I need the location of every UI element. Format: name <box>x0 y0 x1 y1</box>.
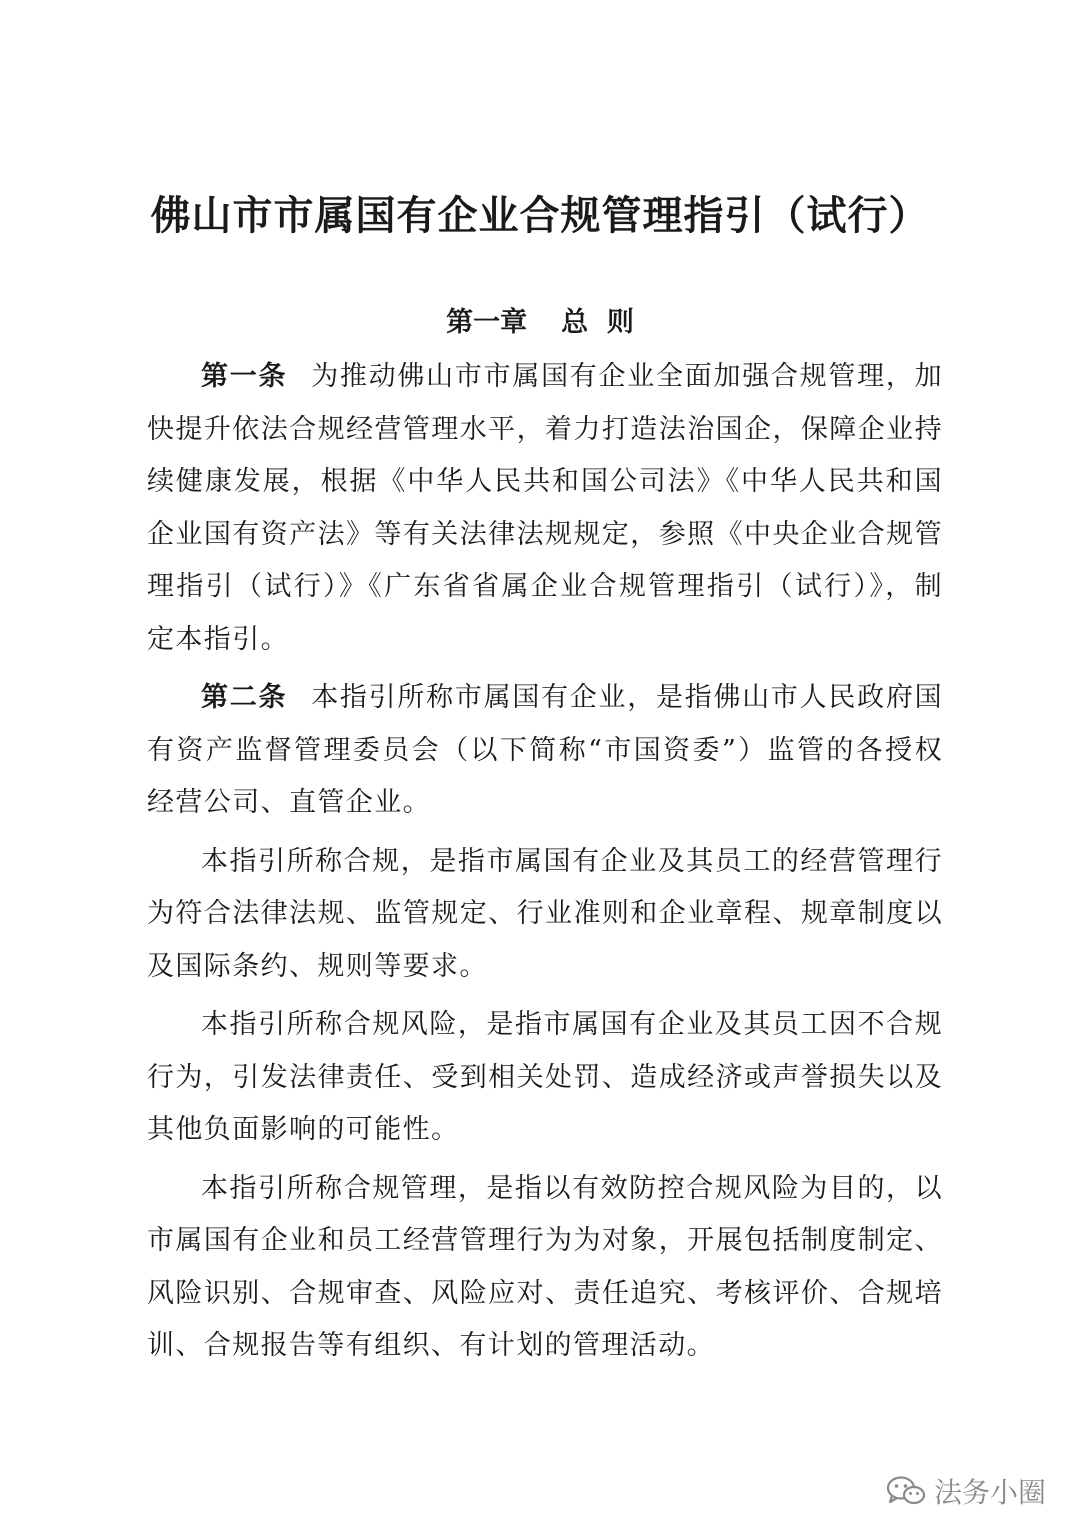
chapter-number: 第一章 <box>446 307 528 338</box>
article-number: 第一条 <box>201 361 288 392</box>
paragraph-text: 本指引所称市属国有企业，是指佛山市人民政府国有资产监督管理委员会（以下简称“市国资委”）监管的各授权经营公司、直管企业。 <box>147 682 943 818</box>
paragraph-text: 本指引所称合规管理，是指以有效防控合规风险为目的，以市属国有企业和员工经营管理行为为对象，开展包括制度制定、风险识别、合规审查、风险应对、责任追究、考核评价、合规培训、合规报告等有组织、有计划的管理活动。 <box>147 1172 943 1361</box>
paragraph-text: 为推动佛山市市属国有企业全面加强合规管理，加快提升依法合规经营管理水平，着力打造法治国企，保障企业持续健康发展，根据《中华人民共和国公司法》《中华人民共和国企业国有资产法》等有关法律法规规定，参照《中央企业合规管理指引（试行）》《广东省省属企业合规管理指引（试行）》，制定本指引。 <box>147 361 943 655</box>
article-1-paragraph <box>147 351 943 666</box>
article-number: 第二条 <box>201 682 288 713</box>
chapter-name: 总 则 <box>561 307 634 338</box>
chapter-heading <box>0 303 1080 343</box>
document-title: 佛山市市属国有企业合规管理指引（试行） <box>150 192 930 239</box>
compliance-risk-definition-paragraph <box>147 999 943 1157</box>
paragraph-text: 本指引所称合规风险，是指市属国有企业及其员工因不合规行为，引发法律责任、受到相关处罚、造成经济或声誉损失以及其他负面影响的可能性。 <box>147 1009 943 1145</box>
watermark <box>886 1471 1046 1511</box>
document-body <box>147 351 943 1379</box>
compliance-definition-paragraph <box>147 836 943 994</box>
compliance-management-definition-paragraph <box>147 1163 943 1373</box>
wechat-icon <box>886 1475 926 1507</box>
article-2-paragraph <box>147 672 943 830</box>
paragraph-text: 本指引所称合规，是指市属国有企业及其员工的经营管理行为符合法律法规、监管规定、行业准则和企业章程、规章制度以及国际条约、规则等要求。 <box>147 845 943 982</box>
watermark-label: 法务小圈 <box>933 1476 1046 1509</box>
